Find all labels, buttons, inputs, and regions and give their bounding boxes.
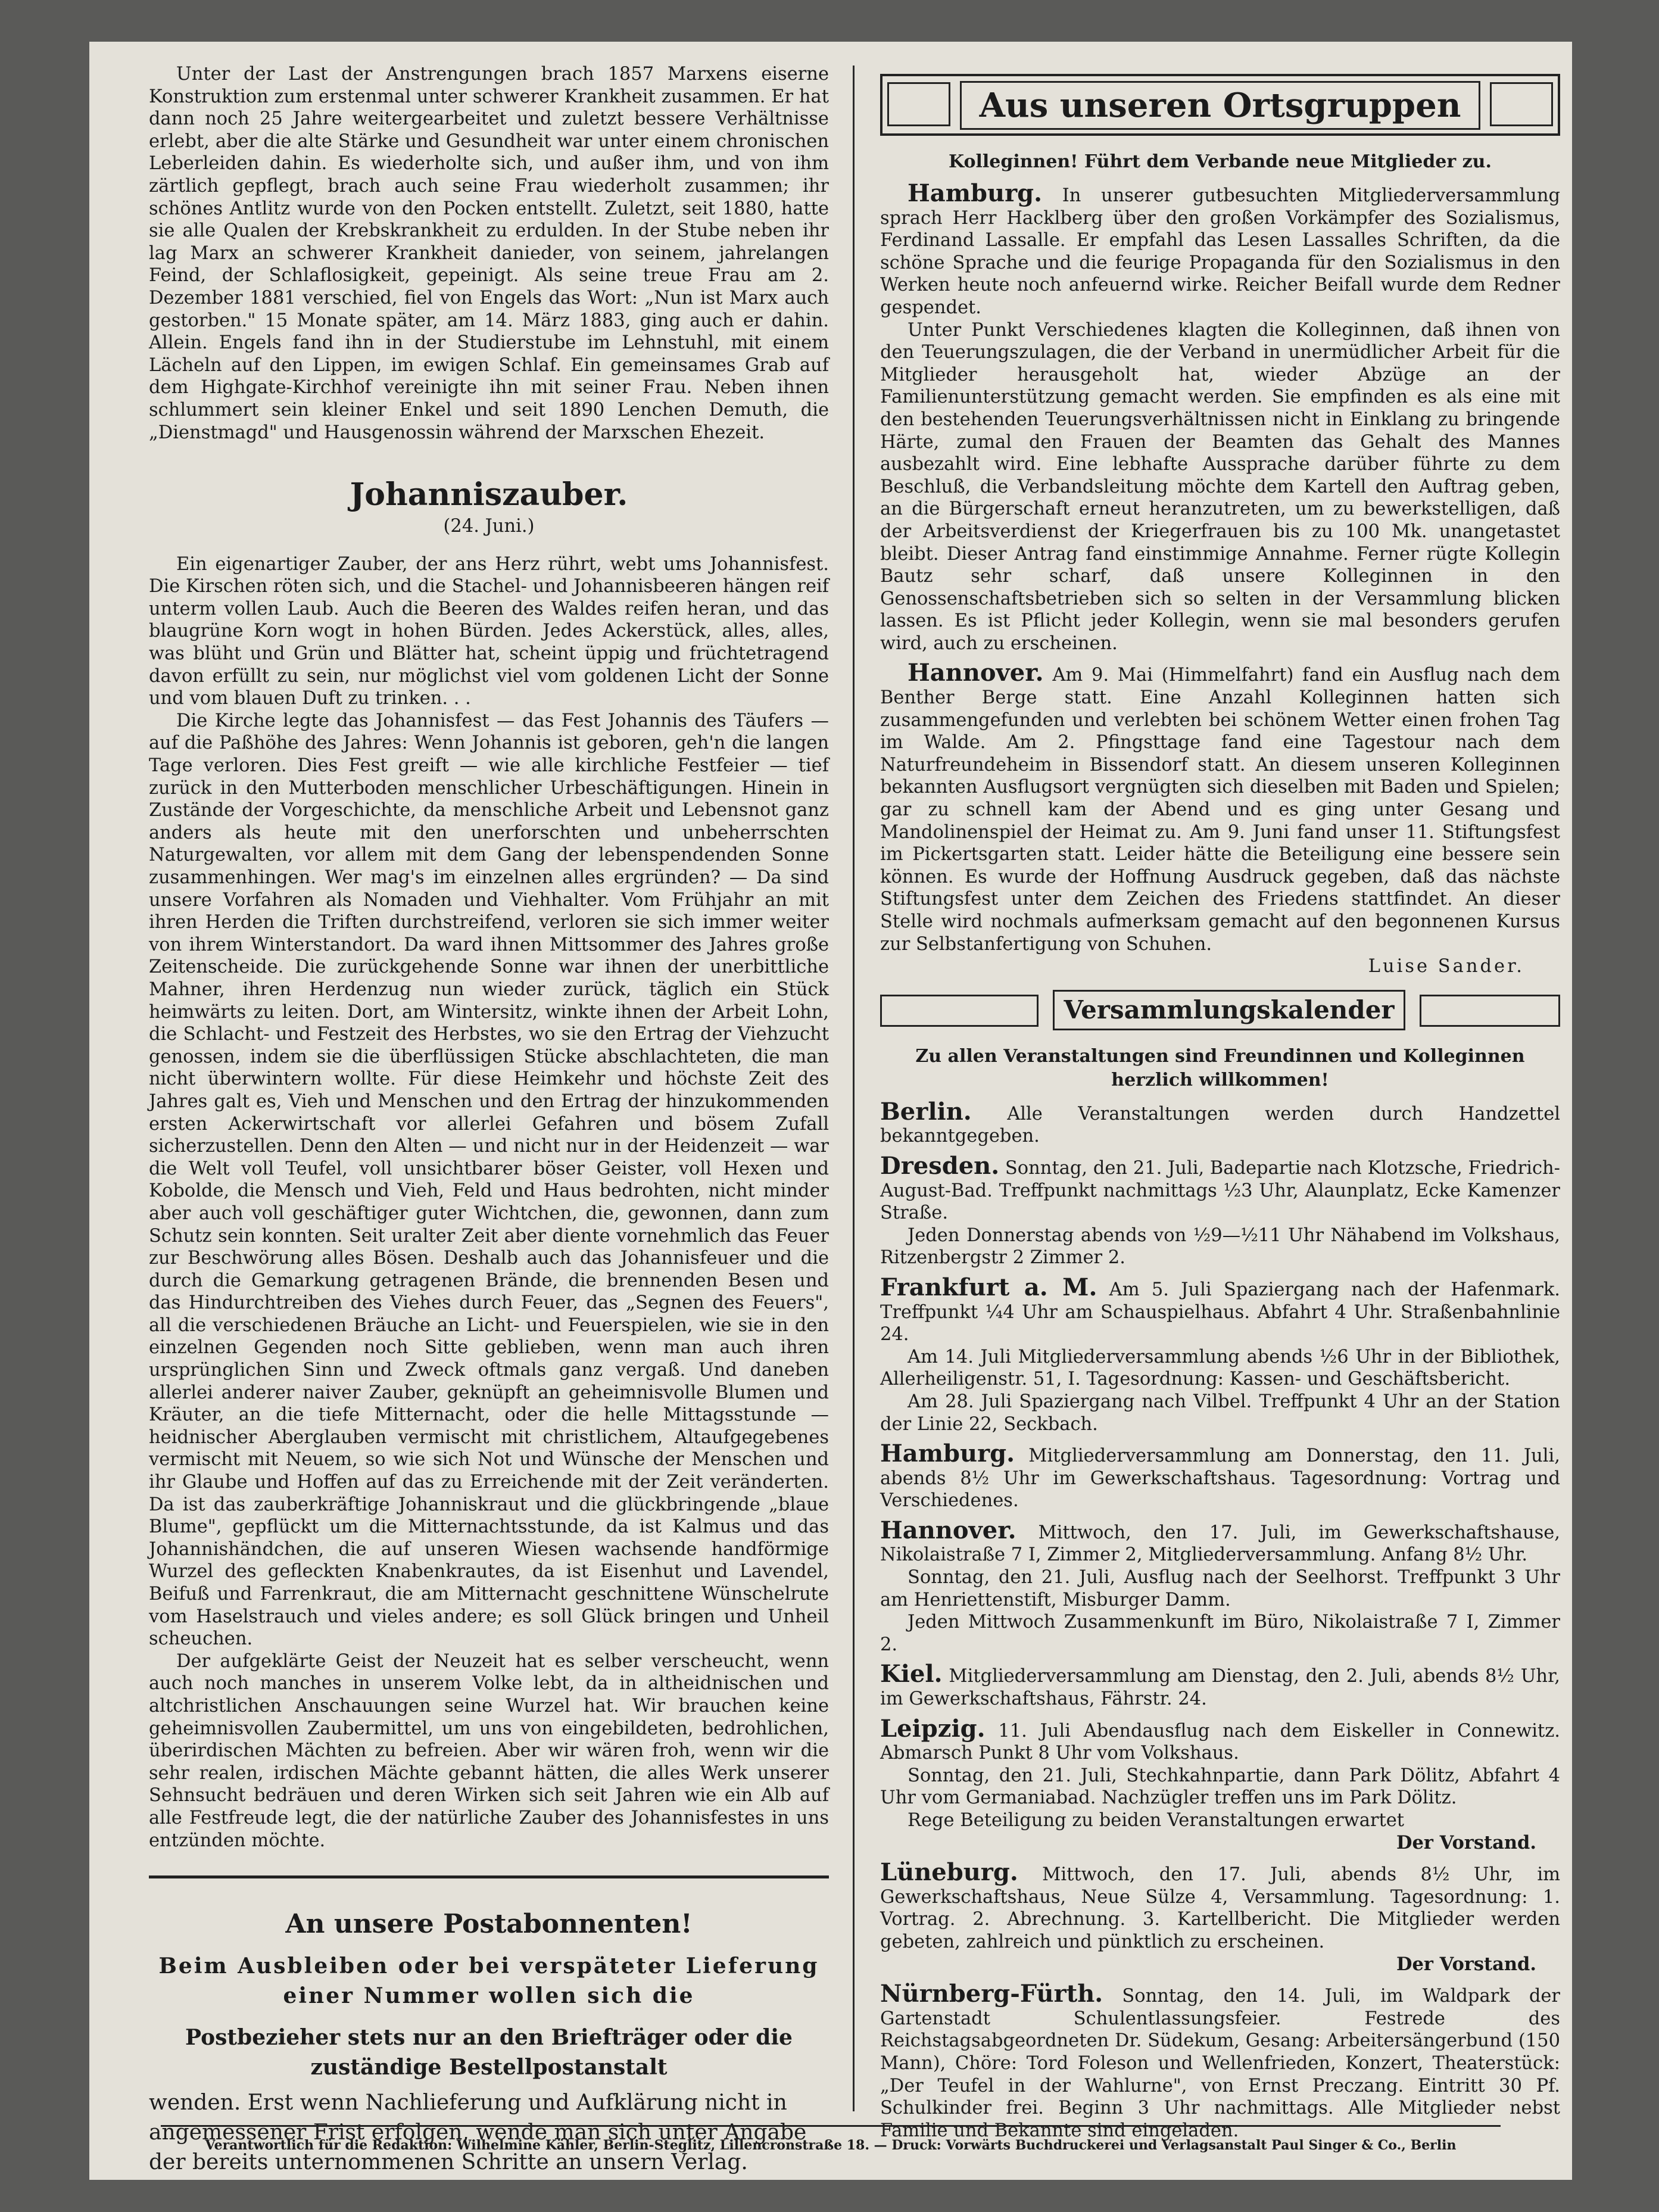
banner-box-right xyxy=(1420,995,1560,1027)
entry-text: Sonntag, den 14. Juli, im Waldpark der Gartenstadt Schulentlassungsfeier. Festrede des Reichstagsabgeordneten Dr. Südekum, Gesang: Arbeitersängerbund (150 Mann), Chöre: Tord Foleson und Wellenfrieden, Konzert, Theaterstück: „Der Teufel in der Wahlurne", von Ernst Preczang. Eintritt 30 Pf. Schulkinder frei. Beginn 3 Uhr nachmittags. Alle Mitglieder nebst Familie und Bekannte sind eingeladen. xyxy=(880,1986,1560,2141)
notice-line: Beim Ausbleiben oder bei verspäteter Lieferung einer Nummer wollen sich die xyxy=(158,1954,819,2009)
place-name: Leipzig. xyxy=(880,1714,986,1743)
place-name: Frankfurt a. M. xyxy=(880,1273,1097,1301)
section-rule xyxy=(149,1875,829,1878)
entry-text: Jeden Mittwoch Zusammenkunft im Büro, Nikolaistraße 7 I, Zimmer 2. xyxy=(880,1612,1560,1655)
entry-text: Sonntag, den 21. Juli, Badepartie nach Klotzsche, Friedrich-August-Bad. Treffpunkt nachmittags ½3 Uhr, Alaunplatz, Ecke Kamenzer Straße. xyxy=(880,1157,1560,1224)
place-name: Dresden. xyxy=(880,1151,1000,1180)
place-name: Hannover. xyxy=(908,659,1044,687)
place-name: Hamburg. xyxy=(880,1440,1015,1468)
left-column xyxy=(149,63,829,2177)
entry-text: Mitgliederversammlung am Donnerstag, den 11. Juli, abends 8½ Uhr im Gewerkschaftshaus. Tagesordnung: Vortrag und Verschiedenes. xyxy=(880,1445,1560,1512)
right-column xyxy=(880,63,1560,2142)
column-divider xyxy=(853,66,855,2111)
place-name: Hamburg. xyxy=(908,179,1043,207)
calendar-title: Versammlungskalender xyxy=(1053,990,1405,1030)
newspaper-page xyxy=(89,42,1572,2180)
entry-text: Sonntag, den 21. Juli, Stechkahnpartie, dann Park Dölitz, Abfahrt 4 Uhr vom Germaniabad. Nachzügler treffen uns im Park Dölitz. xyxy=(880,1765,1560,1809)
entry-text: Am 28. Juli Spaziergang nach Vilbel. Treffpunkt 4 Uhr an der Station der Linie 22, Seckbach. xyxy=(880,1391,1560,1435)
entry-text: Am 5. Juli Spaziergang nach der Hafenmark. Treffpunkt ¼4 Uhr am Schauspielhaus. Abfahrt 4 Uhr. Straßenbahnlinie 24. xyxy=(880,1279,1560,1345)
signature: Luise Sander. xyxy=(1368,956,1524,977)
marx-paragraph: Unter der Last der Anstrengungen brach 1857 Marxens eiserne Konstruktion zum erstenmal unter schwerer Krankheit zusammen. Er hat dann noch 25 Jahre weitergearbeitet und zuletzt bessere Verhältnisse erlebt, aber die alte Stärke und Gesundheit war unter einem chronischen Leberleiden dahin. Es wiederholte sich, und außer ihm, und von ihm zärtlich gepflegt, brach auch seine Frau wiederholt zusammen; ihr schönes Antlitz wurde von den Pocken entstellt. Zuletzt, seit 1880, hatte sie alle Qualen der Krebskrankheit zu erdulden. In der Stube neben ihr lag Marx an schwerer Krankheit danieder, von seinem, jahrelangen Feind, der Schlaflosigkeit, gepeinigt. Als seine treue Frau am 2. Dezember 1881 verschied, fiel von Engels das Wort: „Nun ist Marx auch gestorben." 15 Monate später, am 14. März 1883, ging auch er dahin. Allein. Engels fand ihn in der Studierstube im Lehnstuhl, mit einem Lächeln auf den Lippen, im ewigen Schlaf. Ein gemeinsames Grab auf dem Highgate-Kirchhof vereinigte ihn mit seiner Frau. Neben ihnen schlummert sein kleiner Enkel und seit 1890 Lenchen Demuth, die „Dienstmagd" und Hausgenossin während der Marxschen Ehezeit. xyxy=(149,64,829,443)
calendar-banner xyxy=(880,990,1560,1032)
banner-box-left xyxy=(880,995,1039,1027)
entry-text: Am 14. Juli Mitgliederversammlung abends ½6 Uhr in der Bibliothek, Allerheiligenstr. 51, I. Tagesordnung: Kassen- und Geschäftsbericht. xyxy=(880,1346,1560,1390)
article-title: Johanniszauber. xyxy=(350,476,628,513)
report-text: Unter Punkt Verschiedenes klagten die Kolleginnen, daß ihnen von den Teuerungszulagen, die der Verband in unermüdlicher Arbeit für die Mitglieder herausgeholt hat, wieder Abzüge an der Familienunterstützung gemacht werden. Sie empfinden es als eine mit den bestehenden Teuerungsverhältnissen nicht in Einklang zu bringende Härte, zumal den Frauen der Beamten das Gehalt des Mannes ausbezahlt wird. Eine lebhafte Aussprache darüber führte zu dem Beschluß, die Verbandsleitung möchte dem Kartell den Auftrag geben, an die Bürgerschaft erneut heranzutreten, um zu bewerkstelligen, daß der Arbeitsverdienst der Kriegerfrauen bis zu 100 Mk. unangetastet bleibt. Dieser Antrag fand einstimmige Annahme. Ferner rügte Kollegin Bautz sehr scharf, daß unsere Kolleginnen in den Genossenschaftsbetrieben sich so selten in der Versammlung blicken lassen. Es ist Pflicht jeder Kollegin, wenn sie mal besonders gerufen wird, auch zu erscheinen. xyxy=(880,319,1560,654)
entry-text: Jeden Donnerstag abends von ½9—½11 Uhr Nähabend im Volkshaus, Ritzenbergstr 2 Zimmer 2. xyxy=(880,1225,1560,1269)
place-name: Nürnberg-Fürth. xyxy=(880,1980,1103,2008)
entry-text: Mittwoch, den 17. Juli, im Gewerkschaftshause, Nikolaistraße 7 I, Zimmer 2, Mitgliederversammlung. Anfang 8½ Uhr. xyxy=(880,1522,1560,1566)
entry-text: Mittwoch, den 17. Juli, abends 8½ Uhr, im Gewerkschaftshaus, Neue Sülze 4, Versammlung. Tagesordnung: 1. Vortrag. 2. Abrechnung. 3. Kartellbericht. Die Mitglieder werden gebeten, zahlreich und pünktlich zu erscheinen. xyxy=(880,1864,1560,1952)
place-name: Lüneburg. xyxy=(880,1858,1018,1887)
entry-text: Sonntag, den 21. Juli, Ausflug nach der Seelhorst. Treffpunkt 3 Uhr am Henriettenstift, Misburger Damm. xyxy=(880,1567,1560,1610)
article-paragraph: Der aufgeklärte Geist der Neuzeit hat es selber verscheucht, wenn auch noch manches in unserem Volke lebt, da in altheidnischen und altchristlichen Anschauungen seine Wurzel hat. Wir brauchen keine geheimnisvollen Zaubermittel, um uns von eingebildeten, bedrohlichen, überirdischen Mächten zu befreien. Aber wir wären froh, wenn wir die sehr realen, irdischen Mächte gebannt hätten, die alles Werk unserer Sehnsucht bedräuen und deren Wirken sich seit Jahren wie ein Alb auf alle Festfreude legt, die der natürliche Zauber des Johannisfestes in uns entzünden möchte. xyxy=(149,1650,829,1851)
notice-emphasis: Postbezieher stets nur an den Briefträger oder die zuständige Bestellpostanstalt xyxy=(185,2025,793,2080)
place-name: Kiel. xyxy=(880,1660,943,1688)
entry-text: Rege Beteiligung zu beiden Veranstaltungen erwartet xyxy=(908,1810,1405,1831)
notice-title: An unsere Postabonnenten! xyxy=(285,1909,693,1940)
entry-text: 11. Juli Abendausflug nach dem Eiskeller in Connewitz. Abmarsch Punkt 8 Uhr vom Volkshaus. xyxy=(880,1720,1560,1764)
banner-box-right xyxy=(1490,82,1553,126)
banner-subline: Kolleginnen! Führt dem Verbande neue Mitglieder zu. xyxy=(949,151,1492,172)
entry-text: Alle Veranstaltungen werden durch Handzettel bekanntgegeben. xyxy=(880,1103,1560,1147)
imprint-footer: Verantwortlich für die Redaktion: Wilhelmine Kähler, Berlin-Steglitz, Lillencronstraße 18. — Druck: Vorwärts Buchdruckerei und Verlagsanstalt Paul Singer & Co., Berlin xyxy=(161,2125,1501,2154)
report-text: In unserer gutbesuchten Mitgliederversammlung sprach Herr Hacklberg über den großen Vorkämpfer des Sozialismus, Ferdinand Lassalle. Er empfahl das Lesen Lassalles Schriften, da die schöne Sprache und die feurige Propaganda für den Sozialismus in den Werken heute noch anfeuernd wirke. Reicher Beifall wurde dem Redner gespendet. xyxy=(880,185,1560,318)
place-name: Berlin. xyxy=(880,1097,972,1126)
entry-text: Mitgliederversammlung am Dienstag, den 2. Juli, abends 8½ Uhr, im Gewerkschaftshaus, Fährstr. 24. xyxy=(880,1666,1561,1710)
signature: Der Vorstand. xyxy=(1396,1831,1536,1853)
report-text: Am 9. Mai (Himmelfahrt) fand ein Ausflug nach dem Benther Berge statt. Eine Anzahl Kolleginnen hatten sich zusammengefunden und verlebten bei schönem Wetter einen frohen Tag im Walde. Am 2. Pfingsttage fand eine Tagestour nach dem Naturfreundeheim in Bissendorf statt. An diesem unseren Kolleginnen bekannten Ausflugsort vergnügten sich dieselben mit Baden und Spielen; gar zu schnell kam der Abend und es ging unter Gesang und Mandolinenspiel der Heimat zu. Am 9. Juni fand unser 11. Stiftungsfest im Pickertsgarten statt. Leider hätte die Beteiligung eine bessere sein können. Es wurde der Hoffnung Ausdruck gegeben, daß das nächste Stiftungsfest unter dem Zeichen des Friedens stattfindet. An dieser Stelle wird nochmals aufmerksam gemacht auf den begonnenen Kursus zur Selbstanfertigung von Schuhen. xyxy=(880,665,1561,955)
place-name: Hannover. xyxy=(880,1516,1016,1544)
calendar-subline: Zu allen Veranstaltungen sind Freundinnen und Kolleginnen herzlich willkommen! xyxy=(915,1045,1525,1091)
article-date: (24. Juni.) xyxy=(443,516,535,537)
ortsgruppen-banner xyxy=(880,74,1560,136)
signature: Der Vorstand. xyxy=(1396,1953,1536,1975)
article-paragraph: Die Kirche legte das Johannisfest — das Fest Johannis des Täufers — auf die Paßhöhe des Jahres: Wenn Johannis ist geboren, geh'n die langen Tage verloren. Dies Fest greift — wie alle kirchliche Festfeier — tief zurück in den Mutterboden menschlicher Urbeschäftigungen. Hinein in Zustände der Vorgeschichte, da menschliche Arbeit und Lebensnot ganz anders als heute mit den unerforschten und unbeherrschten Naturgewalten, vor allem mit dem Gang der lebenspendenden Sonne zusammenhingen. Wer mag's im einzelnen alles ergründen? — Da sind unsere Vorfahren als Nomaden und Viehhalter. Vom Frühjahr an mit ihren Herden die Triften durchstreifend, verloren sie sich immer weiter von ihrem Winterstandort. Da ward ihnen Mittsommer des Jahres große Zeitenscheide. Die zurückgehende Sonne war ihnen der unerbittliche Mahner, ihren Herdenzug nun wieder zurück, täglich ein Stück heimwärts zu leiten. Dort, am Wintersitz, winkte ihnen der Arbeit Lohn, die Schlacht- und Festzeit des Herbstes, wo sie den Ertrag der Viehzucht genossen, indem sie die überflüssigen Stücke abschlachteten, die man nicht überwintern wollte. Für diese Heimkehr und höchste Zeit des Jahres galt es, Vieh und Menschen und den Ertrag der hinzukommenden ersten Ackerwirtschaft vor allerlei Gefahren und bösem Zufall sicherzustellen. Denn den Alten — und nicht nur in der Heidenzeit — war die Welt voll Teufel, voll unsichtbarer böser Geister, voll Hexen und Kobolde, die Mensch und Vieh, Feld und Haus bedrohten, nicht minder aber auch voll geschäftiger guter Wichtchen, die, gewonnen, dann zum Schutz sein konnten. Seit uralter Zeit aber diente vornehmlich das Feuer zur Beschwörung alles Bösen. Deshalb auch das Johannisfeuer und die durch die Gemarkung getragenen Brände, die brennenden Besen und das Hindurchtreiben des Viehes durch Feuer, das „Segnen des Feuers", all die verschiedenen Bräuche an Licht- und Feuerspielen, wie sie in den einzelnen Gegenden noch Sitte geblieben, wenn man auch ihren ursprünglichen Sinn und Zweck oftmals ganz vergaß. Und daneben allerlei anderer naiver Zauber, geknüpft an geheimnisvolle Blumen und Kräuter, an die tiefe Mitternacht, oder die helle Mittagsstunde — heidnischer Aberglauben vermischt mit christlichem, Altaufgegebenes vermischt mit Neuem, so wie sich Not und Wünsche der Menschen und ihr Glaube und Hoffen auf das zu Erreichende mit der Zeit veränderten. Da ist das zauberkräftige Johanniskraut und die glückbringende „blaue Blume", gepflückt um die Mitternachtsstunde, da ist Kalmus und das Johannishändchen, die auf unseren Wiesen wachsende handförmige Wurzel des gefleckten Knabenkrautes, da ist Eisenhut und Lavendel, Beifuß und Farrenkraut, die am Mitternacht geschnittene Wünschelrute vom Haselstrauch und vieles andere; es soll Glück bringen und Unheil scheuchen. xyxy=(149,710,829,1650)
banner-title: Aus unseren Ortsgruppen xyxy=(960,81,1480,130)
banner-box-left xyxy=(887,82,950,126)
notice-text: wenden. Erst wenn Nachlieferung und Aufklärung nicht in angemessener Frist erfolgen, wende man sich unter Angabe der bereits unternommenen Schritte an unsern Verlag. xyxy=(149,2091,807,2175)
article-paragraph: Ein eigenartiger Zauber, der ans Herz rührt, webt ums Johannisfest. Die Kirschen röten sich, und die Stachel- und Johannisbeeren hängen reif unterm vollen Laub. Auch die Beeren des Waldes reifen heran, und das blaugrüne Korn wogt in hohen Bürden. Jedes Ackerstück, alles, alles, was blüht und Grün und Blätter hat, scheint üppig und früchtetragend davon erfüllt zu sein, nur möglichst viel vom goldenen Licht der Sonne und vom blauen Duft zu trinken. . . xyxy=(149,553,829,709)
